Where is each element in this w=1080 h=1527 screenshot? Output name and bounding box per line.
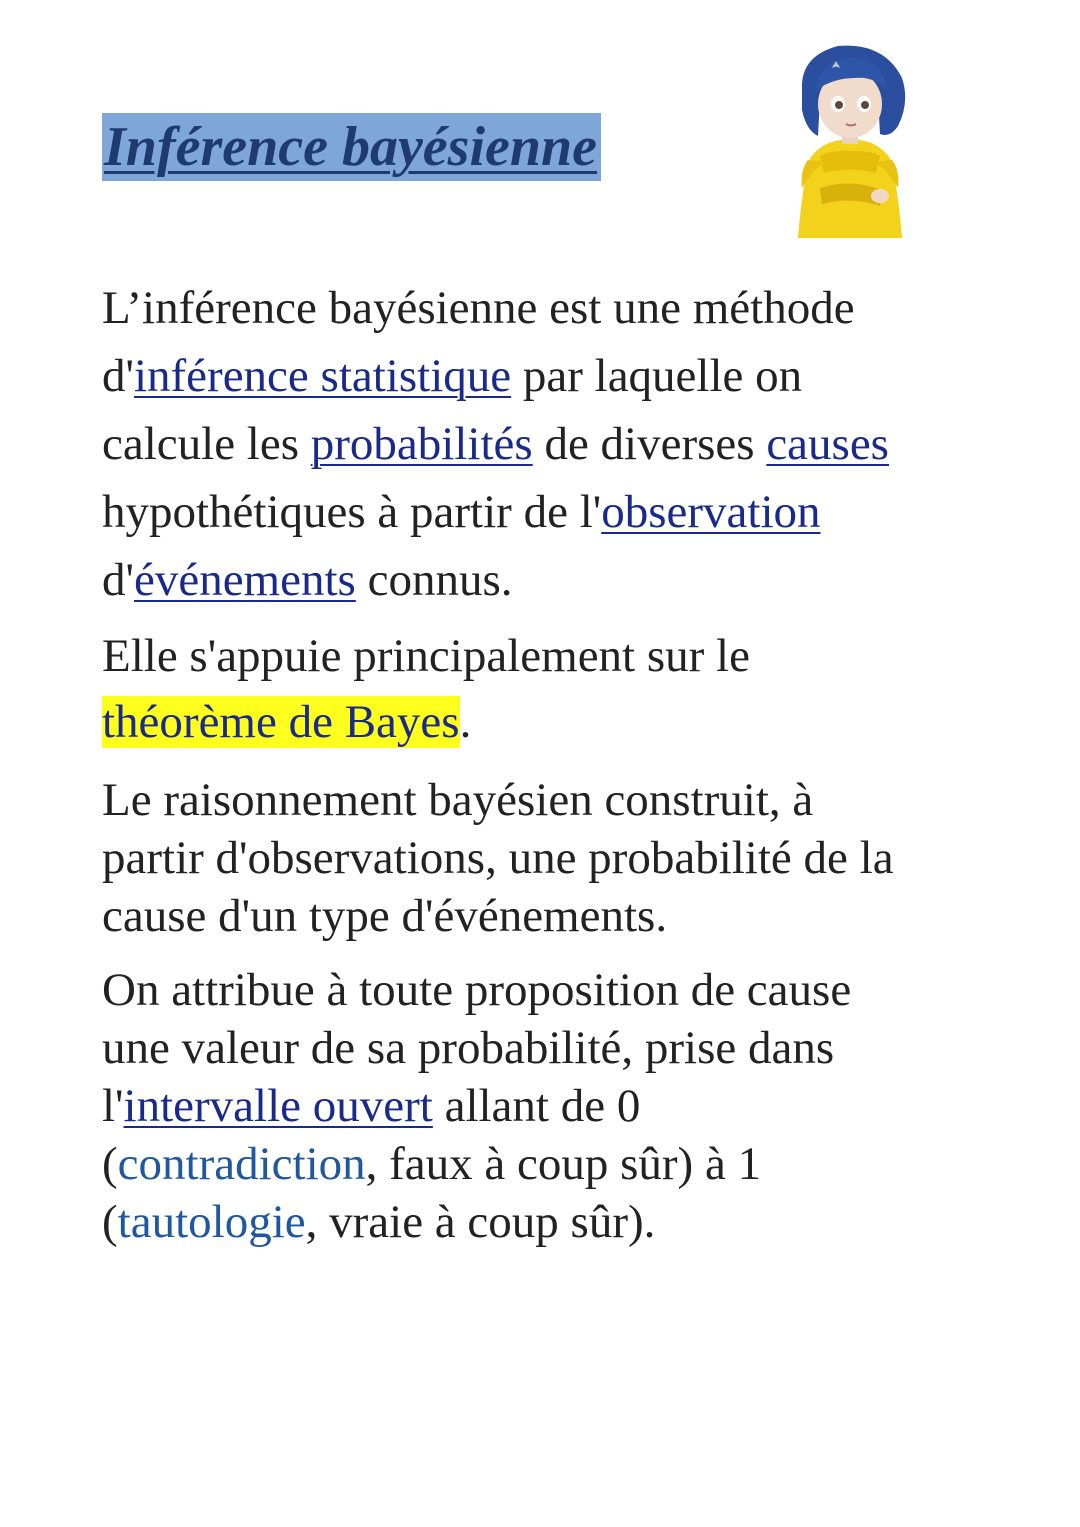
text-fragment: ( <box>102 1196 118 1248</box>
interval-line-3 <box>102 1077 982 1135</box>
text-fragment: d' <box>102 554 134 606</box>
text-fragment: hypothétiques à partir de l' <box>102 486 602 538</box>
link-tautologie[interactable]: tautologie <box>117 1196 306 1248</box>
text-fragment: . <box>459 696 472 748</box>
text-fragment: l' <box>102 1080 124 1132</box>
intro-paragraph <box>102 274 982 614</box>
text-fragment: ( <box>102 1138 118 1190</box>
interval-line-1: On attribue à toute proposition de cause <box>102 964 852 1016</box>
text-fragment: allant de 0 <box>432 1080 641 1132</box>
reasoning-line-2: partir d'observations, une probabilité de la <box>102 832 894 884</box>
intro-line-5 <box>102 546 982 614</box>
text-fragment: connus. <box>355 554 513 606</box>
bayes-line-2 <box>102 689 982 755</box>
link-contradiction[interactable]: contradiction <box>117 1138 366 1190</box>
text-fragment: de diverses <box>532 418 767 470</box>
intro-line-1: L’inférence bayésienne est une méthode <box>102 282 855 334</box>
text-fragment: , vraie à coup sûr). <box>305 1196 656 1248</box>
reasoning-line-3: cause d'un type d'événements. <box>102 890 668 942</box>
link-intervalle-ouvert[interactable]: intervalle ouvert <box>123 1080 433 1132</box>
link-observation[interactable]: observation <box>601 486 821 538</box>
link-causes[interactable]: causes <box>766 418 889 470</box>
link-evenements[interactable]: événements <box>133 554 356 606</box>
bayes-line-1: Elle s'appuie principalement sur le <box>102 630 750 682</box>
text-fragment: par laquelle on <box>511 350 803 402</box>
bayes-theorem-paragraph <box>102 623 982 755</box>
intro-line-4 <box>102 478 982 546</box>
probability-interval-paragraph <box>102 961 982 1251</box>
link-inference-statistique[interactable]: inférence statistique <box>133 350 512 402</box>
reasoning-line-1: Le raisonnement bayésien construit, à <box>102 774 814 826</box>
coraline-doll-illustration <box>780 38 920 240</box>
interval-line-4 <box>102 1135 982 1193</box>
reasoning-paragraph <box>102 771 982 945</box>
intro-line-2 <box>102 342 982 410</box>
interval-line-5 <box>102 1193 982 1251</box>
page-title: Inférence bayésienne <box>102 113 601 181</box>
text-fragment: calcule les <box>102 418 311 470</box>
interval-line-2: une valeur de sa probabilité, prise dans <box>102 1022 835 1074</box>
highlighted-theoreme-de-bayes[interactable]: théorème de Bayes <box>102 696 460 748</box>
text-fragment: d' <box>102 350 134 402</box>
link-probabilites[interactable]: probabilités <box>310 418 533 470</box>
text-fragment: , faux à coup sûr) à 1 <box>365 1138 762 1190</box>
intro-line-3 <box>102 410 982 478</box>
